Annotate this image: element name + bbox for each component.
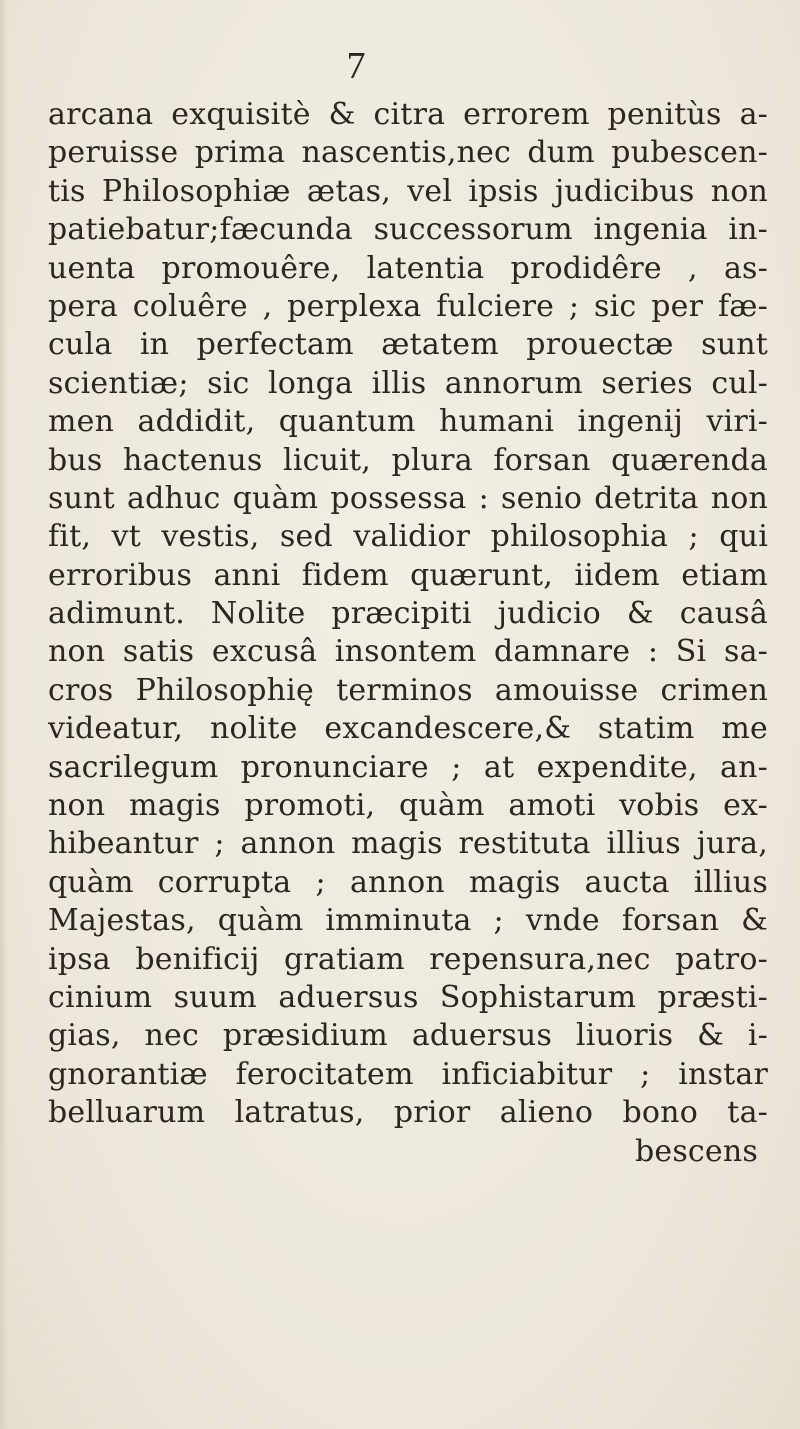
text-line: men addidit, quantum humani ingenij viri- bbox=[48, 404, 768, 440]
text-line: hibeantur ; annon magis restituta illius jura, bbox=[48, 826, 768, 862]
text-line: sacrilegum pronunciare ; at expendite, an- bbox=[48, 749, 768, 785]
text-line: cros Philosophię terminos amouisse crimen bbox=[48, 672, 768, 708]
text-line: pera coluêre , perplexa fulciere ; sic per fæ- bbox=[48, 288, 768, 324]
text-line: quàm corrupta ; annon magis aucta illius bbox=[48, 864, 768, 900]
page-edge-shadow bbox=[0, 0, 8, 1429]
body-text bbox=[48, 96, 768, 1171]
text-line: cinium suum aduersus Sophistarum præsti- bbox=[48, 979, 768, 1015]
text-line: Majestas, quàm imminuta ; vnde forsan & bbox=[48, 903, 768, 939]
text-line: belluarum latratus, prior alieno bono ta- bbox=[48, 1095, 768, 1131]
text-line: videatur, nolite excandescere,& statim me bbox=[48, 711, 768, 747]
text-line: patiebatur;fæcunda successorum ingenia in- bbox=[48, 212, 768, 248]
page-number: 7 bbox=[346, 45, 366, 87]
text-line: erroribus anni fidem quærunt, iidem etiam bbox=[48, 557, 768, 593]
text-line: gnorantiæ ferocitatem inficiabitur ; instar bbox=[48, 1056, 768, 1092]
text-line: adimunt. Nolite præcipiti judicio & causâ bbox=[48, 596, 768, 632]
text-line: non magis promoti, quàm amoti vobis ex- bbox=[48, 788, 768, 824]
text-line: cula in perfectam ætatem prouectæ sunt bbox=[48, 327, 768, 363]
text-line: uenta promouêre, latentia prodidêre , as- bbox=[48, 250, 768, 286]
text-line: ipsa benificij gratiam repensura,nec patro- bbox=[48, 941, 768, 977]
text-line: arcana exquisitè & citra errorem penitùs a- bbox=[48, 97, 768, 132]
text-line: tis Philosophiæ ætas, vel ipsis judicibus non bbox=[48, 173, 768, 209]
text-line: non satis excusâ insontem damnare : Si sa- bbox=[48, 634, 768, 670]
text-line: bus hactenus licuit, plura forsan quærenda bbox=[48, 442, 768, 478]
text-line: peruisse prima nascentis,nec dum pubescen- bbox=[48, 135, 768, 171]
text-line: scientiæ; sic longa illis annorum series cul- bbox=[48, 365, 768, 401]
text-line-catchword: bescens bbox=[634, 1133, 758, 1169]
text-line: sunt adhuc quàm possessa : senio detrita non bbox=[48, 480, 768, 516]
text-line: gias, nec præsidium aduersus liuoris & i- bbox=[48, 1018, 768, 1054]
text-line: fit, vt vestis, sed validior philosophia ; qui bbox=[48, 519, 768, 555]
